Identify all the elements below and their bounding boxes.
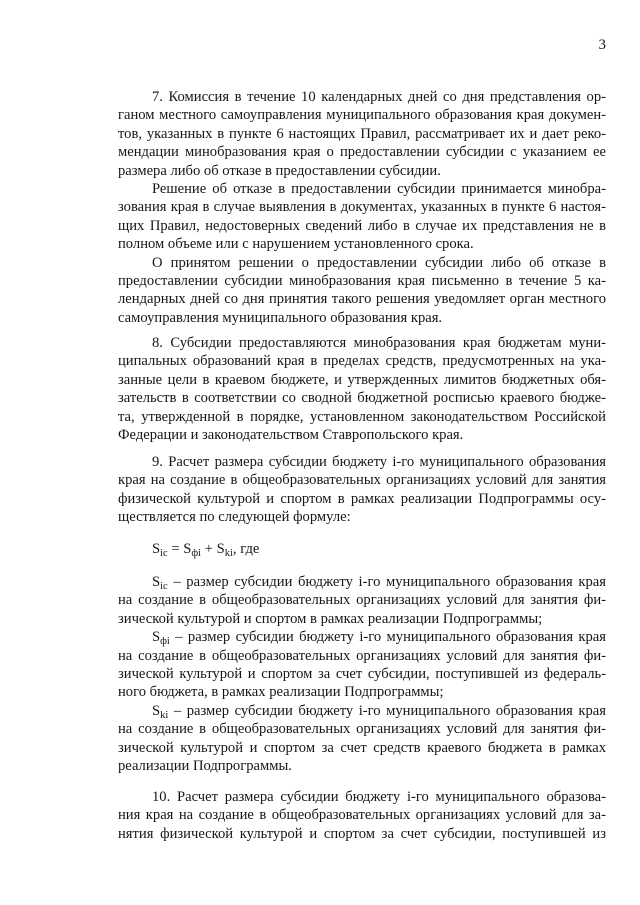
text-line: зической культурой и спортом в рамках реализации Подпрограммы; [118, 610, 543, 627]
formula-definitions [118, 573, 606, 775]
text-line: О принятом решении о предоставлении субсидии либо об отказе в [152, 254, 606, 271]
definition-symbol: S [152, 574, 161, 590]
text-line: реализации Подпрограммы. [118, 757, 292, 774]
text-line: полном объеме или с нарушением установленного срока. [118, 236, 474, 253]
text-line: края на создание в общеобразовательных организациях условий для занятия [118, 472, 606, 489]
definition-text: – размер субсидии бюджету i-го муниципального образования края [169, 629, 606, 646]
text-line: щих Правил, недостоверных сведений либо в случае их представления не в [118, 217, 606, 234]
text-line: самоуправления муниципального образования края. [118, 309, 443, 326]
clause-8 [118, 334, 606, 444]
text-line: лендарных дней со дня принятия такого решения уведомляет орган местного [118, 291, 606, 308]
formula [118, 540, 606, 558]
text-line: на создание в общеобразовательных организациях условий для занятия фи- [118, 592, 606, 609]
text-line: 7. Комиссия в течение 10 календарных дней со дня представления ор- [152, 89, 606, 105]
text-line: 10. Расчет размера субсидии бюджету i-го муниципального образова- [152, 789, 606, 805]
formula-tail: , где [232, 541, 260, 557]
formula-symbol: S [152, 541, 161, 557]
text-line: ганом местного самоуправления муниципального образования края докумен- [118, 107, 606, 124]
text-line: физической культурой и спортом в рамках реализации Подпрограммы осу- [118, 490, 606, 507]
text-line: на создание в общеобразовательных организациях условий для занятия фи- [118, 721, 606, 738]
definition-text: – размер субсидии бюджету i-го муниципального образования края [168, 702, 606, 719]
text-line: та, утвержденной в порядке, установленном законодательством Российской [118, 408, 606, 425]
text-line: 8. Субсидии предоставляются минобразования края бюджетам муни- [152, 335, 606, 351]
text-line: ществляется по следующей формуле: [118, 509, 351, 526]
formula-line [118, 540, 606, 558]
definition-line [118, 573, 606, 591]
formula-subscript: ki [224, 548, 233, 560]
text-line: занные цели в краевом бюджете, и утвержденных лимитов бюджетных обя- [118, 371, 606, 388]
definition-subscript: ki [160, 709, 169, 721]
definition-line [118, 628, 606, 646]
definition-text: – размер субсидии бюджету i-го муниципального образования края [167, 574, 606, 590]
text-line: ципальных образований края в пределах средств, предусмотренных на ука- [118, 353, 606, 370]
definition-subscript: ic [160, 581, 168, 593]
text-line: ния края на создание в общеобразовательных организациях условий для за- [118, 807, 606, 824]
text-line: на создание в общеобразовательных организациях условий для занятия фи- [118, 647, 606, 664]
definition-line [118, 702, 606, 720]
clause-10 [118, 788, 606, 843]
text-line: мендации минобразования края о предоставлении субсидии с указанием ее [118, 144, 606, 161]
clause-9 [118, 453, 606, 527]
page-number: 3 [598, 37, 606, 53]
text-line: зической культурой и спортом за счет средств краевого бюджета в рамках [118, 739, 606, 756]
text-line: зования края в случае выявления в документах, указанных в пункте 6 настоя- [118, 199, 606, 216]
formula-operator: = S [167, 541, 192, 557]
clause-7 [118, 88, 606, 327]
text-line: зической культурой и спортом за счет субсидии, поступившей из федераль- [118, 665, 606, 682]
definition-symbol: S [152, 629, 161, 646]
text-line: Решение об отказе в предоставлении субсидии принимается минобра- [152, 180, 606, 197]
definition-subscript: фi [160, 636, 170, 648]
text-line: нятия физической культурой и спортом за счет субсидии, поступившей из [118, 825, 606, 842]
formula-subscript: ic [160, 548, 168, 560]
formula-subscript: фi [191, 548, 202, 560]
text-line: размера либо об отказе в предоставлении субсидии. [118, 162, 441, 179]
text-line: Федерации и законодательством Ставропольского края. [118, 426, 464, 443]
definition-symbol: S [152, 702, 161, 719]
text-line: тов, указанных в пункте 6 настоящих Правил, рассматривает их и дает реко- [118, 125, 606, 142]
formula-operator: + S [201, 541, 225, 557]
text-line: ного бюджета, в рамках реализации Подпрограммы; [118, 684, 444, 701]
text-line: предоставлении субсидии минобразования края письменно в течение 5 ка- [118, 272, 606, 289]
text-line: 9. Расчет размера субсидии бюджету i-го муниципального образования [152, 454, 606, 470]
text-line: зательств в соответствии со сводной бюджетной росписью краевого бюдже- [118, 390, 606, 407]
